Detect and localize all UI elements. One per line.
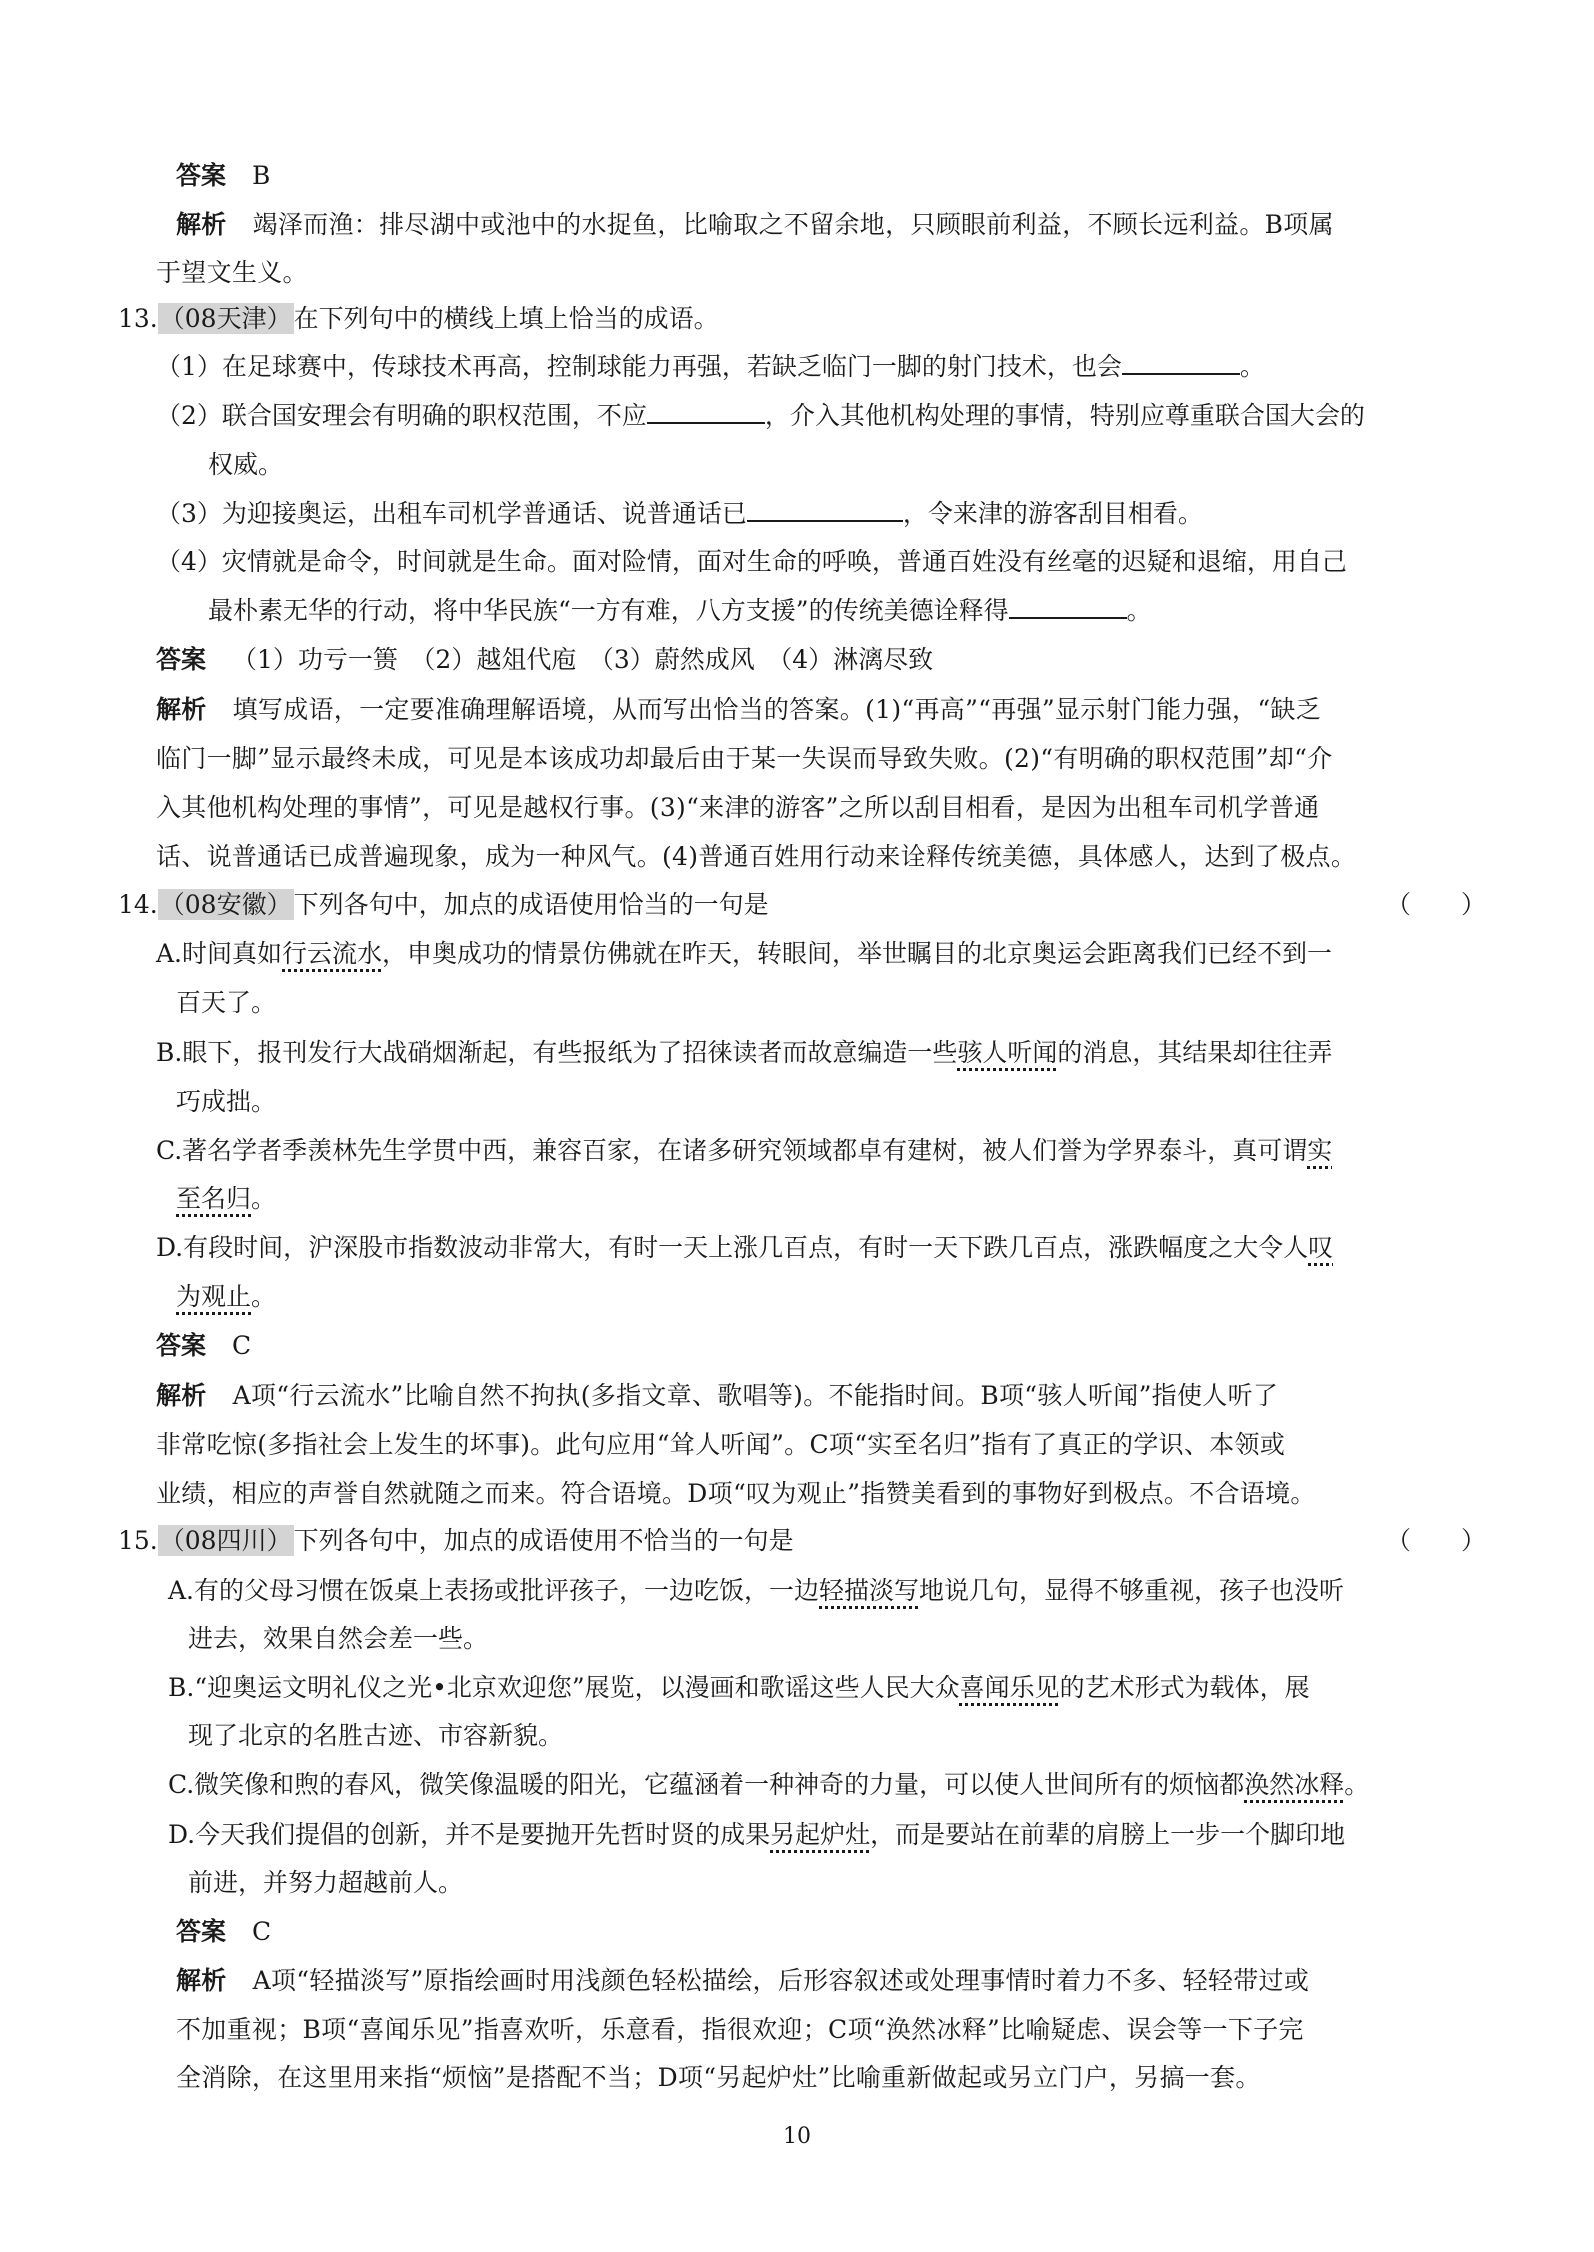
q13-item-4: （4）灾情就是命令，时间就是生命。面对险情，面对生命的呼唤，普通百姓没有丝毫的迟疑和退缩，用自己 — [156, 547, 1347, 576]
q14-answer-line — [156, 1329, 251, 1363]
analysis-text: A项“轻描淡写”原指绘画时用浅颜色轻松描绘，后形容叙述或处理事情时着力不多、轻轻带过或 — [252, 1966, 1310, 1995]
q15-answer-line — [176, 1915, 271, 1949]
question-number: 15. — [118, 1526, 158, 1555]
item-text: ，令来津的游客刮目相看。 — [902, 499, 1203, 528]
prev-analysis-line-2: 于望文生义。 — [156, 258, 308, 287]
option-text: C.著名学者季羡林先生学贯中西，兼容百家，在诸多研究领域都卓有建树，被人们誉为学界泰斗，真可谓 — [156, 1136, 1308, 1165]
q15-option-b-cont: 现了北京的名胜古迹、市容新貌。 — [188, 1721, 564, 1750]
option-text: B.“迎奥运文明礼仪之光•北京欢迎您”展览，以漫画和歌谣这些人民大众 — [168, 1673, 960, 1702]
option-text: A.时间真如 — [156, 939, 283, 968]
fill-blank — [647, 400, 765, 424]
option-text: B.眼下，报刊发行大战硝烟渐起，有些报纸为了招徕读者而故意编造一些 — [156, 1038, 958, 1067]
fill-blank — [1009, 595, 1127, 619]
dotted-idiom: 叹 — [1308, 1233, 1334, 1262]
analysis-label: 解析 — [176, 1966, 227, 1995]
answer-label: 答案 — [176, 161, 227, 190]
option-text: 的消息，其结果却往往弄 — [1057, 1038, 1333, 1067]
option-text: 地说几句，显得不够重视，孩子也没听 — [919, 1576, 1345, 1605]
item-text: 最朴素无华的行动，将中华民族“一方有难，八方支援”的传统美德诠释得 — [208, 596, 1009, 625]
q14-option-b-cont: 巧成拙。 — [176, 1087, 277, 1116]
source-tag: （08安徽） — [159, 890, 292, 919]
q14-option-a-cont: 百天了。 — [176, 988, 277, 1017]
dotted-idiom: 喜闻乐见 — [959, 1673, 1060, 1702]
q14-option-a — [156, 937, 1332, 971]
analysis-text: 竭泽而渔：排尽湖中或池中的水捉鱼，比喻取之不留余地，只顾眼前利益，不顾长远利益。B项属 — [252, 210, 1334, 239]
item-text: （3）为迎接奥运，出租车司机学普通话、说普通话已 — [156, 499, 747, 528]
question-stem: 在下列句中的横线上填上恰当的成语。 — [293, 304, 719, 333]
dotted-idiom: 为观止 — [176, 1282, 252, 1311]
option-text: 的艺术形式为载体，展 — [1059, 1673, 1310, 1702]
q15-option-a — [168, 1574, 1344, 1608]
fill-blank — [747, 498, 903, 522]
fill-blank — [1122, 351, 1240, 375]
prev-answer-value: B — [252, 161, 271, 190]
q13-item-3 — [156, 497, 1203, 531]
prev-analysis-line-1 — [176, 208, 1334, 242]
q15-analysis-line-1 — [176, 1964, 1309, 1998]
question-number: 14. — [118, 890, 158, 919]
q13-item-2-cont: 权威。 — [208, 450, 284, 479]
q15-option-d-cont: 前进，并努力超越前人。 — [188, 1868, 464, 1897]
q14-option-d-cont — [176, 1280, 276, 1314]
option-text: 。 — [251, 1184, 277, 1213]
dotted-idiom: 行云流水 — [282, 939, 383, 968]
q15-option-c — [168, 1768, 1369, 1802]
question-number: 13. — [118, 304, 158, 333]
q15-analysis-line-2: 不加重视；B项“喜闻乐见”指喜欢听，乐意看，指很欢迎；C项“涣然冰释”比喻疑虑、误会等一下子完 — [176, 2015, 1304, 2044]
dotted-idiom: 骇人听闻 — [957, 1038, 1058, 1067]
question-13-stem — [118, 302, 719, 336]
option-text: A.有的父母习惯在饭桌上表扬或批评孩子，一边吃饭，一边 — [168, 1576, 820, 1605]
option-text: 。 — [251, 1282, 277, 1311]
q14-option-c-cont — [176, 1182, 276, 1216]
analysis-label: 解析 — [156, 1381, 207, 1410]
answer-label: 答案 — [156, 1331, 207, 1360]
q14-option-d — [156, 1231, 1333, 1265]
dotted-idiom: 实 — [1307, 1136, 1333, 1165]
dotted-idiom: 涣然冰释 — [1244, 1770, 1345, 1799]
question-stem: 下列各句中，加点的成语使用不恰当的一句是 — [293, 1526, 794, 1555]
analysis-label: 解析 — [176, 210, 227, 239]
item-text: ，介入其他机构处理的事情，特别应尊重联合国大会的 — [764, 401, 1365, 430]
answer-value: （1）功亏一篑 （2）越俎代庖 （3）蔚然成风 （4）淋漓尽致 — [232, 645, 934, 674]
option-text: D.今天我们提倡的创新，并不是要抛开先哲时贤的成果 — [168, 1820, 771, 1849]
answer-value: C — [252, 1917, 272, 1946]
q14-analysis-line-2: 非常吃惊(多指社会上发生的坏事)。此句应用“耸人听闻”。C项“实至名归”指有了真正的学识、本领或 — [156, 1430, 1286, 1459]
dotted-idiom: 至名归 — [176, 1184, 252, 1213]
q13-analysis-line-1 — [156, 693, 1321, 727]
q13-analysis-line-2: 临门一脚”显示最终未成，可见是本该成功却最后由于某一失误而导致失败。(2)“有明确的职权范围”却“介 — [156, 744, 1333, 773]
q13-analysis-line-4: 话、说普通话已成普遍现象，成为一种风气。(4)普通百姓用行动来诠释传统美德，具体感人，达到了极点。 — [156, 842, 1357, 871]
q15-option-d — [168, 1818, 1345, 1852]
item-text: 。 — [1239, 352, 1265, 381]
q14-analysis-line-1 — [156, 1379, 1278, 1413]
option-text: D.有段时间，沪深股市指数波动非常大，有时一天上涨几百点，有时一天下跌几百点，涨跌幅度之大令人 — [156, 1233, 1309, 1262]
q14-option-c — [156, 1134, 1332, 1168]
q13-item-1 — [156, 350, 1265, 384]
item-text: （2）联合国安理会有明确的职权范围，不应 — [156, 401, 647, 430]
item-text: （1）在足球赛中，传球技术再高，控制球能力再强，若缺乏临门一脚的射门技术，也会 — [156, 352, 1122, 381]
q15-analysis-line-3: 全消除，在这里用来指“烦恼”是搭配不当；D项“另起炉灶”比喻重新做起或另立门户，另搞一套。 — [176, 2063, 1261, 2092]
analysis-label: 解析 — [156, 695, 207, 724]
answer-label: 答案 — [156, 645, 207, 674]
q14-option-b — [156, 1036, 1332, 1070]
answer-value: C — [232, 1331, 252, 1360]
option-text: ，而是要站在前辈的肩膀上一步一个脚印地 — [870, 1820, 1346, 1849]
option-text: 。 — [1344, 1770, 1370, 1799]
q15-option-a-cont: 进去，效果自然会差一些。 — [188, 1624, 489, 1653]
q13-item-4-cont — [208, 594, 1152, 628]
dotted-idiom: 轻描淡写 — [819, 1576, 920, 1605]
question-15-stem — [118, 1524, 794, 1558]
analysis-text: 填写成语，一定要准确理解语境，从而写出恰当的答案。(1)“再高”“再强”显示射门能力强，“缺乏 — [232, 695, 1322, 724]
answer-paren: （ ） — [1386, 890, 1487, 919]
page-number: 10 — [783, 2124, 811, 2149]
dotted-idiom: 另起炉灶 — [770, 1820, 871, 1849]
source-tag: （08天津） — [159, 304, 292, 333]
answer-paren: （ ） — [1386, 1526, 1487, 1555]
option-text: ，申奥成功的情景仿佛就在昨天，转眼间，举世瞩目的北京奥运会距离我们已经不到一 — [382, 939, 1333, 968]
source-tag: （08四川） — [159, 1526, 292, 1555]
question-stem: 下列各句中，加点的成语使用恰当的一句是 — [293, 890, 769, 919]
answer-label: 答案 — [176, 1917, 227, 1946]
question-14-stem — [118, 888, 769, 922]
q13-answer-line — [156, 643, 933, 677]
q13-analysis-line-3: 入其他机构处理的事情”，可见是越权行事。(3)“来津的游客”之所以刮目相看，是因为出租车司机学普通 — [156, 793, 1320, 822]
q14-analysis-line-3: 业绩，相应的声誉自然就随之而来。符合语境。D项“叹为观止”指赞美看到的事物好到极点。不合语境。 — [156, 1479, 1316, 1508]
q15-option-b — [168, 1671, 1310, 1705]
prev-answer-line — [176, 159, 270, 193]
analysis-text: A项“行云流水”比喻自然不拘执(多指文章、歌唱等)。不能指时间。B项“骇人听闻”指使人听了 — [232, 1381, 1279, 1410]
item-text: 。 — [1126, 596, 1152, 625]
option-text: C.微笑像和煦的春风，微笑像温暖的阳光，它蕴涵着一种神奇的力量，可以使人世间所有的烦恼都 — [168, 1770, 1245, 1799]
q13-item-2 — [156, 399, 1365, 433]
